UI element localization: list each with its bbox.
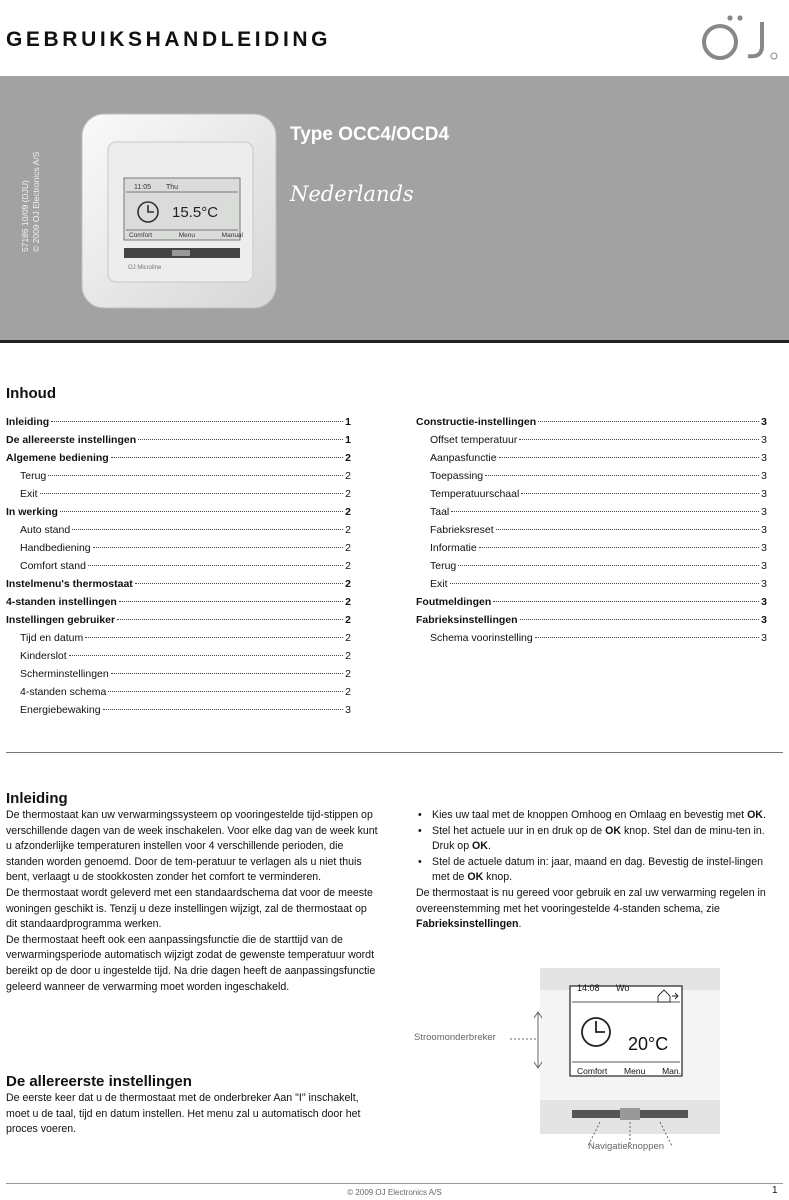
inleiding-text: De thermostaat kan uw verwarmingssysteem op vooringestelde tijd-stippen op verschillende dagen van de week inschakelen. Voor elke dag van de week kunt u afzonderlijke temperaturen instellen voor 4 verschillende perioden, die standen worden genoemd. Door de tem-peratuur te verlagen als u niet thuis bent, verlaagt u de stookkosten zonder het comfort te verminderen. De thermostaat wordt geleverd met een standaardschema dat voor de meeste woningen geschikt is. Tenzij u deze instellingen wijzigt, zal de thermostaat op dit standaardprogramma werken. De thermostaat heeft ook een aanpassingsfunctie die de starttijd van de verwarmingsperiode automatisch wijzigt zodat de gewenste temperatuur wordt bereikt op de door u ingestelde tijd. Na drie dagen heeft de aanpassingsfunctie geleerd wanneer de verwarming moet worden ingeschakeld.: [6, 809, 378, 993]
toc-entry: Algemene bediening 2: [6, 452, 351, 464]
toc-left-column: [6, 416, 351, 722]
toc-entry: Fabrieksinstellingen 3: [416, 614, 767, 626]
toc-entry: Terug 2: [20, 470, 351, 482]
banner-rule: [0, 340, 789, 343]
document-title: GEBRUIKSHANDLEIDING: [6, 28, 332, 51]
setup-steps: [416, 808, 778, 933]
figure-temp: 20°C: [628, 1034, 669, 1054]
toc-entry: 4-standen instellingen 2: [6, 596, 351, 608]
switch-arrow-icon: [510, 1010, 544, 1070]
label-navigatieknoppen: Navigatieknoppen: [588, 1141, 665, 1152]
ready-text: De thermostaat is nu gereed voor gebruik en zal uw verwarming regelen in overeenstemming met het vooringestelde 4-standen schema, zie Fabrieksinstellingen.: [416, 886, 766, 931]
document-code: 57186 10/09 (DJU) © 2009 OJ Electronics A/S: [20, 151, 41, 252]
thermostat-brand: OJ Microline: [128, 265, 162, 271]
toc-entry: Comfort stand 2: [20, 560, 351, 572]
thermostat-figure: [540, 968, 720, 1156]
figure-menu: Comfort Menu Man.: [577, 1066, 681, 1076]
toc-entry: Scherminstellingen 2: [20, 668, 351, 680]
page-number: 1: [772, 1185, 778, 1196]
toc-entry: Offset temperatuur 3: [430, 434, 767, 446]
toc-entry: Fabrieksreset 3: [430, 524, 767, 536]
toc-right-column: [416, 416, 767, 650]
toc-entry: Auto stand 2: [20, 524, 351, 536]
figure-time: 14:08: [577, 983, 600, 993]
toc-entry: Aanpasfunctie 3: [430, 452, 767, 464]
toc-entry: Taal 3: [430, 506, 767, 518]
section-divider: [6, 752, 783, 753]
thermostat-temp: 15.5°C: [172, 204, 219, 221]
toc-entry: Handbediening 2: [20, 542, 351, 554]
language-label: Nederlands: [290, 182, 414, 206]
thermostat-menu: Comfort Menu Manual: [129, 232, 243, 239]
footer-rule: [6, 1183, 783, 1184]
eerste-heading: De allereerste instellingen: [6, 1073, 192, 1090]
thermostat-time: 11:05: [134, 184, 151, 191]
step-date: • Stel de actuele datum in: jaar, maand en dag. Bevestig de instel-lingen met de OK knop.: [416, 855, 778, 886]
step-time: • Stel het actuele uur in en druk op de OK knop. Stel dan de minu-ten in. Druk op OK.: [416, 824, 778, 855]
toc-entry: 4-standen schema 2: [20, 686, 351, 698]
toc-entry: Kinderslot 2: [20, 650, 351, 662]
toc-entry: Tijd en datum 2: [20, 632, 351, 644]
toc-entry: Inleiding 1: [6, 416, 351, 428]
toc-entry: Exit 2: [20, 488, 351, 500]
toc-entry: Constructie-instellingen 3: [416, 416, 767, 428]
toc-entry: In werking 2: [6, 506, 351, 518]
footer-copyright: © 2009 OJ Electronics A/S: [347, 1188, 442, 1197]
toc-entry: De allereerste instellingen 1: [6, 434, 351, 446]
figure-day: Wo: [616, 983, 630, 993]
toc-entry: Energiebewaking 3: [20, 704, 351, 716]
product-type: Type OCC4/OCD4: [290, 124, 450, 145]
toc-entry: Temperatuurschaal 3: [430, 488, 767, 500]
toc-entry: Informatie 3: [430, 542, 767, 554]
toc-entry: Schema voorinstelling 3: [430, 632, 767, 644]
toc-entry: Instellingen gebruiker 2: [6, 614, 351, 626]
toc-entry: Exit 3: [430, 578, 767, 590]
toc-heading: Inhoud: [6, 385, 56, 402]
eerste-text: De eerste keer dat u de thermostaat met de onderbreker Aan "I" inschakelt, moet u de taal, tijd en datum instellen. Het menu zal u automatisch door het proces voeren.: [6, 1092, 361, 1136]
step-language: • Kies uw taal met de knoppen Omhoog en Omlaag en bevestig met OK.: [416, 808, 778, 824]
toc-entry: Instelmenu's thermostaat 2: [6, 578, 351, 590]
inleiding-heading: Inleiding: [6, 790, 68, 807]
toc-entry: Terug 3: [430, 560, 767, 572]
oj-logo-icon: [696, 12, 780, 62]
toc-entry: Toepassing 3: [430, 470, 767, 482]
label-stroomonderbreker: Stroomonderbreker: [414, 1032, 496, 1043]
toc-entry: Foutmeldingen 3: [416, 596, 767, 608]
thermostat-day: Thu: [166, 184, 179, 191]
